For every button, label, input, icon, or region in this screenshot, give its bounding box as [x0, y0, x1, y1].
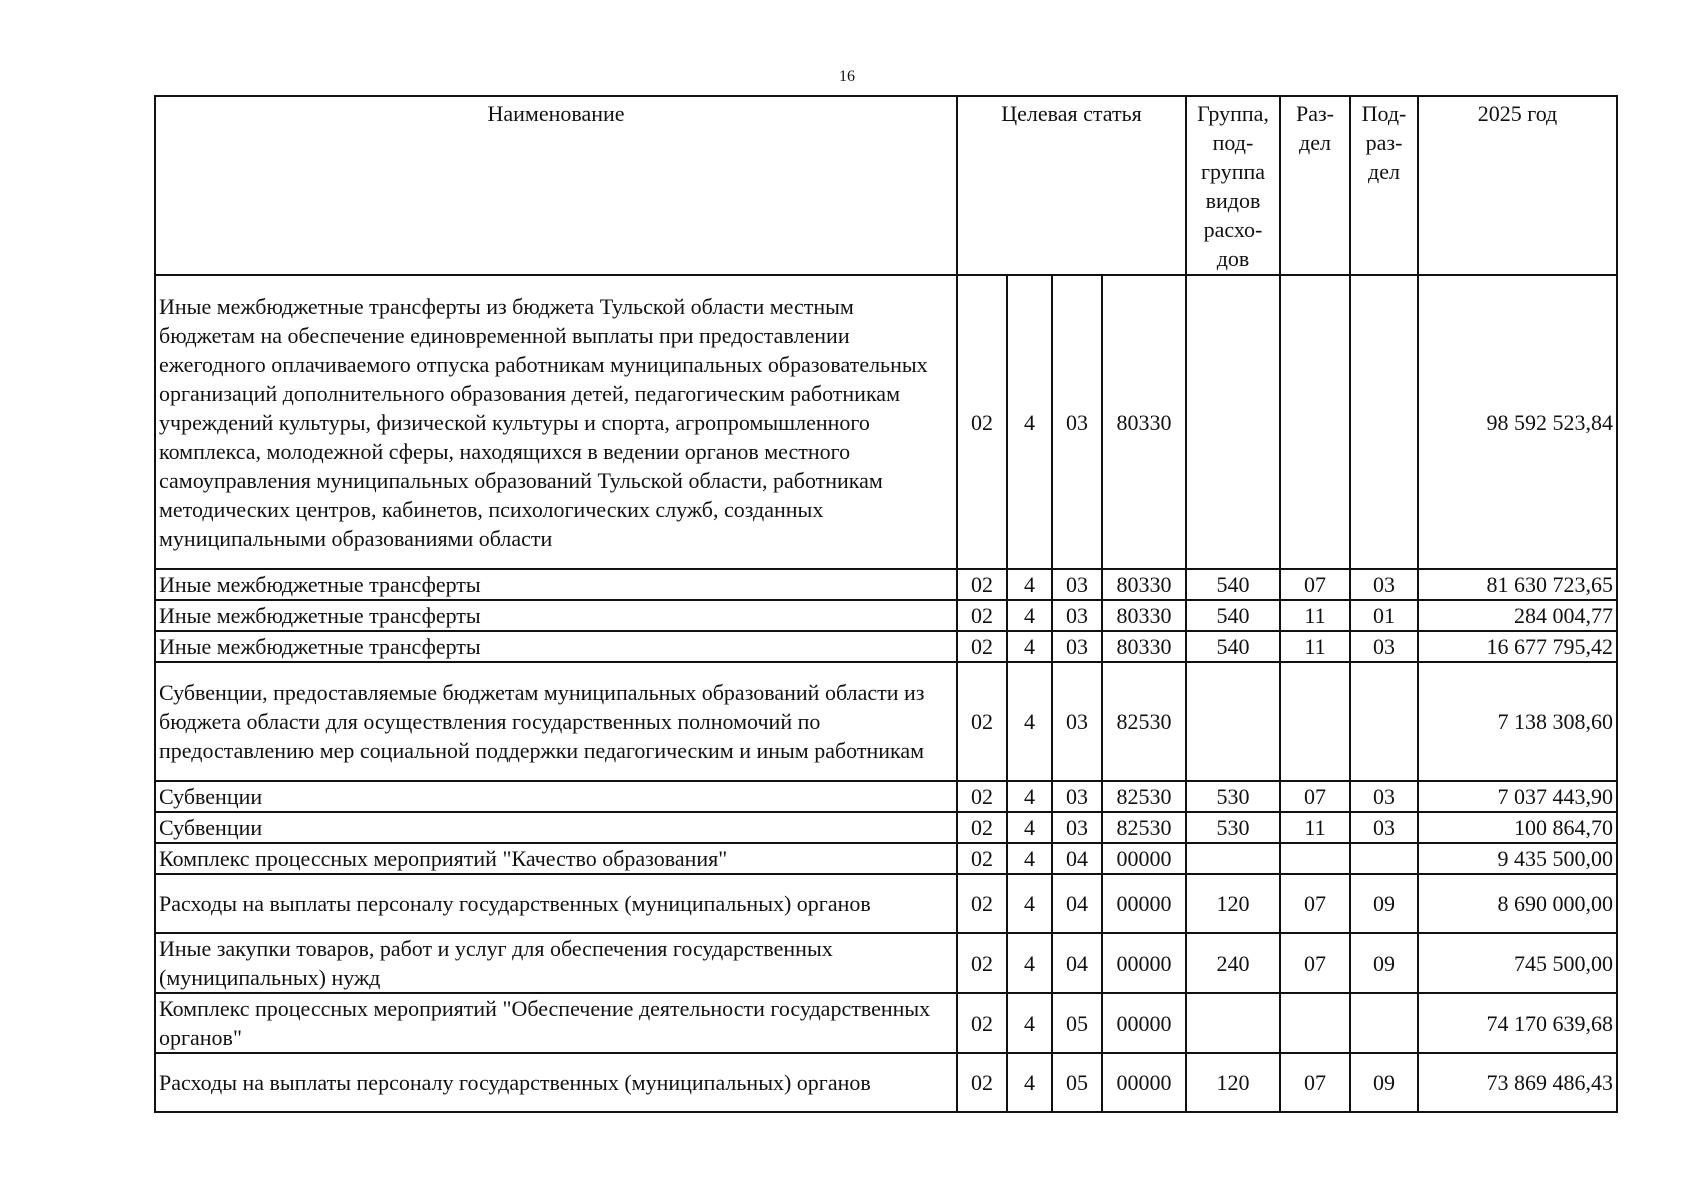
section-code	[1280, 993, 1350, 1053]
expense-group: 540	[1186, 569, 1280, 600]
target-code-1: 02	[957, 600, 1007, 631]
target-code-2: 4	[1007, 275, 1052, 569]
row-name: Расходы на выплаты персоналу государственных (муниципальных) органов	[155, 1053, 957, 1112]
target-code-3: 04	[1052, 874, 1102, 933]
section-code: 07	[1280, 569, 1350, 600]
target-code-1: 02	[957, 275, 1007, 569]
target-code-3: 03	[1052, 812, 1102, 843]
row-name: Комплекс процессных мероприятий "Обеспечение деятельности государственных органов"	[155, 993, 957, 1053]
target-code-4: 00000	[1102, 933, 1186, 993]
header-group: Группа, под-группа видов расхо-дов	[1186, 96, 1280, 275]
header-section: Раз-дел	[1280, 96, 1350, 275]
subsection-code: 09	[1350, 933, 1418, 993]
header-target: Целевая статья	[957, 96, 1186, 275]
target-code-4: 80330	[1102, 631, 1186, 662]
amount-2025: 7 138 308,60	[1418, 662, 1617, 781]
section-code: 11	[1280, 600, 1350, 631]
target-code-3: 03	[1052, 631, 1102, 662]
table-row	[155, 631, 1617, 662]
expense-group	[1186, 662, 1280, 781]
budget-table	[154, 95, 1618, 1113]
subsection-code	[1350, 275, 1418, 569]
target-code-1: 02	[957, 781, 1007, 812]
subsection-code: 03	[1350, 631, 1418, 662]
table-row	[155, 275, 1617, 569]
subsection-code: 09	[1350, 1053, 1418, 1112]
expense-group	[1186, 275, 1280, 569]
subsection-code: 01	[1350, 600, 1418, 631]
expense-group: 540	[1186, 631, 1280, 662]
target-code-3: 03	[1052, 600, 1102, 631]
row-name: Субвенции	[155, 781, 957, 812]
header-subsection: Под-раз-дел	[1350, 96, 1418, 275]
section-code: 07	[1280, 874, 1350, 933]
expense-group: 540	[1186, 600, 1280, 631]
amount-2025: 74 170 639,68	[1418, 993, 1617, 1053]
target-code-1: 02	[957, 631, 1007, 662]
subsection-code	[1350, 993, 1418, 1053]
section-code	[1280, 275, 1350, 569]
target-code-2: 4	[1007, 843, 1052, 874]
amount-2025: 16 677 795,42	[1418, 631, 1617, 662]
amount-2025: 9 435 500,00	[1418, 843, 1617, 874]
row-name: Иные межбюджетные трансферты	[155, 600, 957, 631]
expense-group: 120	[1186, 874, 1280, 933]
target-code-4: 00000	[1102, 843, 1186, 874]
row-name: Иные межбюджетные трансферты	[155, 569, 957, 600]
target-code-3: 04	[1052, 933, 1102, 993]
section-code	[1280, 843, 1350, 874]
section-code: 11	[1280, 631, 1350, 662]
target-code-3: 03	[1052, 781, 1102, 812]
target-code-4: 82530	[1102, 781, 1186, 812]
target-code-4: 82530	[1102, 662, 1186, 781]
target-code-3: 05	[1052, 993, 1102, 1053]
table-row	[155, 993, 1617, 1053]
target-code-1: 02	[957, 812, 1007, 843]
page-number: 16	[839, 68, 855, 85]
target-code-1: 02	[957, 993, 1007, 1053]
row-name: Комплекс процессных мероприятий "Качество образования"	[155, 843, 957, 874]
target-code-2: 4	[1007, 1053, 1052, 1112]
table-row	[155, 781, 1617, 812]
section-code	[1280, 662, 1350, 781]
target-code-2: 4	[1007, 933, 1052, 993]
target-code-4: 80330	[1102, 275, 1186, 569]
target-code-1: 02	[957, 933, 1007, 993]
target-code-1: 02	[957, 1053, 1007, 1112]
subsection-code: 03	[1350, 812, 1418, 843]
section-code: 07	[1280, 933, 1350, 993]
target-code-2: 4	[1007, 812, 1052, 843]
target-code-1: 02	[957, 843, 1007, 874]
header-name: Наименование	[155, 96, 957, 275]
target-code-2: 4	[1007, 600, 1052, 631]
target-code-2: 4	[1007, 781, 1052, 812]
target-code-3: 03	[1052, 662, 1102, 781]
expense-group: 240	[1186, 933, 1280, 993]
section-code: 11	[1280, 812, 1350, 843]
table-row	[155, 933, 1617, 993]
table-row	[155, 843, 1617, 874]
amount-2025: 745 500,00	[1418, 933, 1617, 993]
target-code-3: 03	[1052, 569, 1102, 600]
table-row	[155, 662, 1617, 781]
row-name: Субвенции	[155, 812, 957, 843]
header-year: 2025 год	[1418, 96, 1617, 275]
amount-2025: 73 869 486,43	[1418, 1053, 1617, 1112]
target-code-1: 02	[957, 569, 1007, 600]
table-row	[155, 874, 1617, 933]
target-code-2: 4	[1007, 874, 1052, 933]
target-code-2: 4	[1007, 993, 1052, 1053]
amount-2025: 81 630 723,65	[1418, 569, 1617, 600]
row-name: Иные межбюджетные трансферты из бюджета Тульской области местным бюджетам на обеспечение единовременной выплаты при предоставлении ежегодного оплачиваемого отпуска работникам муниципальных образовательных организаций дополнительного образования детей, педагогическим работникам учреждений культуры, физической культуры и спорта, агропромышленного комплекса, молодежной сферы, находящихся в ведении органов местного самоуправления муниципальных образований Тульской области, работникам методических центров, кабинетов, психологических служб, созданных муниципальными образованиями области	[155, 275, 957, 569]
subsection-code: 03	[1350, 569, 1418, 600]
target-code-2: 4	[1007, 662, 1052, 781]
target-code-4: 00000	[1102, 1053, 1186, 1112]
expense-group: 530	[1186, 812, 1280, 843]
target-code-4: 00000	[1102, 993, 1186, 1053]
target-code-3: 05	[1052, 1053, 1102, 1112]
expense-group: 530	[1186, 781, 1280, 812]
section-code: 07	[1280, 781, 1350, 812]
amount-2025: 7 037 443,90	[1418, 781, 1617, 812]
expense-group	[1186, 993, 1280, 1053]
header-row	[155, 96, 1617, 275]
target-code-4: 80330	[1102, 600, 1186, 631]
table-row	[155, 1053, 1617, 1112]
table-row	[155, 569, 1617, 600]
target-code-3: 04	[1052, 843, 1102, 874]
amount-2025: 284 004,77	[1418, 600, 1617, 631]
amount-2025: 98 592 523,84	[1418, 275, 1617, 569]
target-code-4: 00000	[1102, 874, 1186, 933]
target-code-1: 02	[957, 874, 1007, 933]
row-name: Иные закупки товаров, работ и услуг для обеспечения государственных (муниципальных) нужд	[155, 933, 957, 993]
row-name: Иные межбюджетные трансферты	[155, 631, 957, 662]
table-row	[155, 812, 1617, 843]
row-name: Расходы на выплаты персоналу государственных (муниципальных) органов	[155, 874, 957, 933]
target-code-2: 4	[1007, 631, 1052, 662]
subsection-code: 09	[1350, 874, 1418, 933]
row-name: Субвенции, предоставляемые бюджетам муниципальных образований области из бюджета области для осуществления государственных полномочий по предоставлению мер социальной поддержки педагогическим и иным работникам	[155, 662, 957, 781]
expense-group	[1186, 843, 1280, 874]
target-code-4: 80330	[1102, 569, 1186, 600]
amount-2025: 100 864,70	[1418, 812, 1617, 843]
expense-group: 120	[1186, 1053, 1280, 1112]
target-code-1: 02	[957, 662, 1007, 781]
subsection-code	[1350, 662, 1418, 781]
target-code-3: 03	[1052, 275, 1102, 569]
subsection-code: 03	[1350, 781, 1418, 812]
table-row	[155, 600, 1617, 631]
target-code-2: 4	[1007, 569, 1052, 600]
subsection-code	[1350, 843, 1418, 874]
amount-2025: 8 690 000,00	[1418, 874, 1617, 933]
target-code-4: 82530	[1102, 812, 1186, 843]
section-code: 07	[1280, 1053, 1350, 1112]
